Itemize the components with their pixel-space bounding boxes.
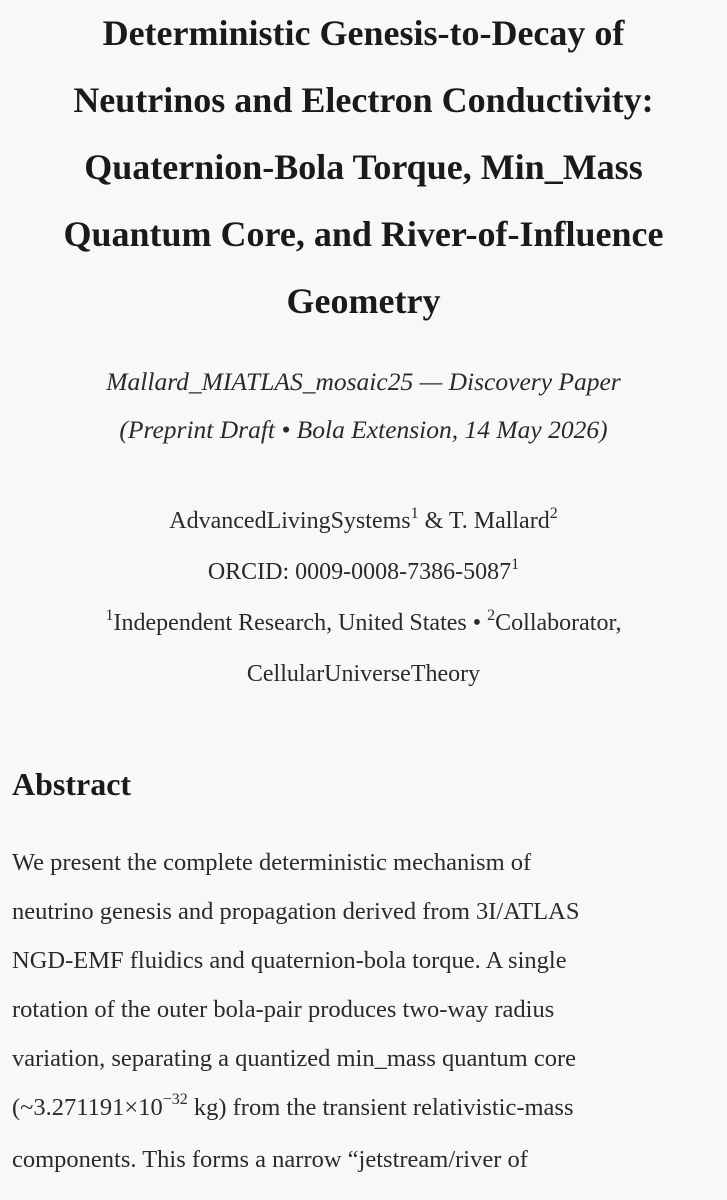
author-joiner: & bbox=[418, 508, 449, 534]
abstract-body bbox=[12, 838, 718, 1184]
subtitle-line-1: Mallard_MIATLAS_mosaic25 — Discovery Paper bbox=[106, 367, 621, 396]
abstract-heading: Abstract bbox=[12, 766, 132, 802]
author-line bbox=[0, 497, 727, 548]
title-line-3: Quaternion-Bola Torque, Min_Mass bbox=[84, 147, 643, 187]
affiliation-1-mark: 1 bbox=[105, 607, 114, 624]
title-line-2: Neutrinos and Electron Conductivity: bbox=[73, 80, 654, 120]
affiliation-2-part-2: CellularUniverseTheory bbox=[246, 661, 481, 687]
orcid-line bbox=[0, 548, 727, 599]
mass-value-suffix: kg) from the transient relativistic-mass bbox=[187, 1094, 574, 1121]
author-2-affiliation-mark: 2 bbox=[549, 505, 558, 522]
subtitle-line-2: (Preprint Draft • Bola Extension, 14 May 2026) bbox=[119, 415, 608, 444]
author-1-affiliation-mark: 1 bbox=[410, 505, 419, 522]
abstract-line-1: We present the complete deterministic mechanism of bbox=[12, 849, 532, 876]
author-name-1: AdvancedLivingSystems bbox=[169, 508, 411, 534]
abstract-line-4: rotation of the outer bola-pair produces two-way radius bbox=[12, 996, 555, 1023]
affiliation-1: Independent Research, United States • bbox=[113, 610, 488, 636]
orcid: ORCID: 0009-0008-7386-5087 bbox=[207, 559, 512, 585]
affiliation-2-part-1: Collaborator, bbox=[495, 610, 622, 636]
abstract-line-6 bbox=[12, 1083, 718, 1135]
title-line-4: Quantum Core, and River-of-Influence bbox=[63, 214, 664, 254]
author-name-2: T. Mallard bbox=[448, 508, 550, 534]
mass-value-prefix: (~3.271191×10 bbox=[12, 1094, 163, 1121]
title-line-1: Deterministic Genesis-to-Decay of bbox=[102, 13, 625, 53]
abstract-line-3: NGD-EMF fluidics and quaternion-bola torque. A single bbox=[12, 947, 567, 974]
affiliation-2-mark: 2 bbox=[487, 607, 496, 624]
title-line-5: Geometry bbox=[286, 281, 441, 321]
mass-exponent: −32 bbox=[162, 1091, 188, 1108]
author-block bbox=[0, 497, 727, 698]
orcid-affiliation-mark: 1 bbox=[511, 556, 520, 573]
paper-subtitle bbox=[0, 358, 727, 454]
abstract-line-2: neutrino genesis and propagation derived from 3I/ATLAS bbox=[12, 898, 580, 925]
abstract-line-7: components. This forms a narrow “jetstream/river of bbox=[12, 1146, 528, 1173]
affiliation-line-1 bbox=[0, 599, 727, 650]
paper-title bbox=[4, 0, 723, 335]
abstract-line-5: variation, separating a quantized min_mass quantum core bbox=[12, 1045, 577, 1072]
